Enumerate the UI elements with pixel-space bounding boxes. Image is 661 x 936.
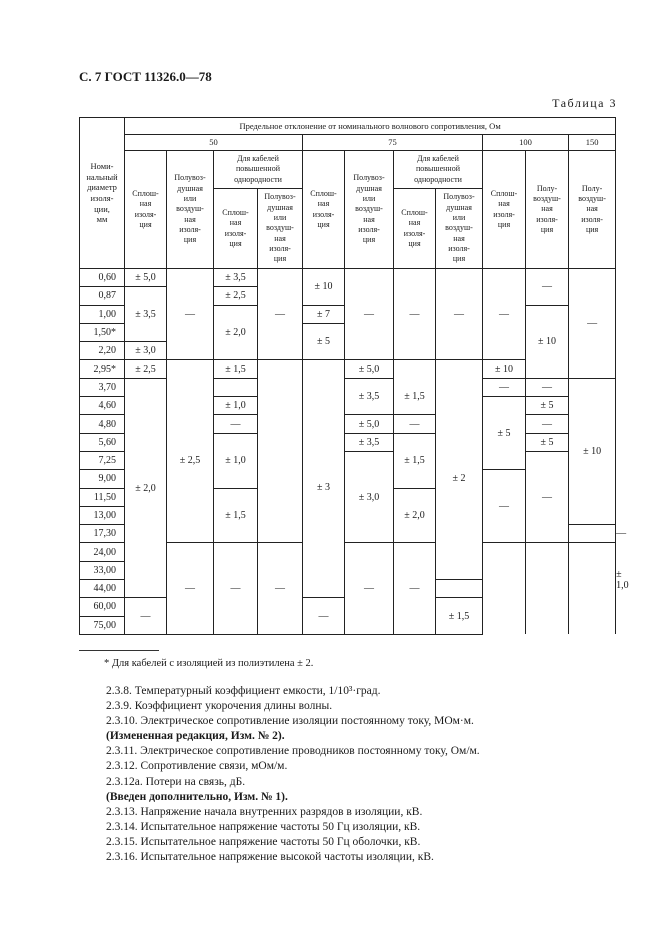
header-semiair-150: Полу- воздуш- ная изоля- ция xyxy=(569,151,616,269)
diameter-cell: 33,00 xyxy=(80,561,125,579)
value-cell xyxy=(569,543,616,634)
value-cell: — xyxy=(483,269,526,360)
group-50-header: 50 xyxy=(125,135,303,151)
value-cell: — xyxy=(214,543,258,634)
text-line: 2.3.16. Испытательное напряжение высокой частоты изоляции, кВ. xyxy=(106,851,434,864)
value-cell xyxy=(258,360,303,378)
header-solid-50: Сплош- ная изоля- ция xyxy=(125,151,167,269)
diameter-cell: 11,50 xyxy=(80,488,125,506)
header-semiair-75: Полувоз- душная или воздуш- ная изоля- ция xyxy=(345,151,394,269)
value-cell xyxy=(214,378,258,396)
text-line: 2.3.13. Напряжение начала внутренних разрядов в изоляции, кВ. xyxy=(106,805,423,818)
value-cell xyxy=(258,378,303,543)
text-line: 2.3.12а. Потери на связь, дБ. xyxy=(106,775,246,788)
header-semiair-50: Полувоз- душная или воздуш- ная изоля- ция xyxy=(167,151,214,269)
header-hh-solid-75: Сплош- ная изоля- ция xyxy=(394,189,436,269)
diameter-cell: 2,95* xyxy=(80,360,125,378)
text-line: 2.3.9. Коэффициент укорочения длины волны. xyxy=(106,700,333,713)
value-cell: ± 1,5 xyxy=(214,488,258,543)
diameter-cell: 17,30 xyxy=(80,525,125,543)
super-header: Предельное отклонение от номинального волнового сопротивления, Ом xyxy=(125,118,616,135)
value-cell: ± 1,5 xyxy=(214,360,258,378)
value-cell: ± 3,5 xyxy=(125,287,167,342)
page-header: С. 7 ГОСТ 11326.0—78 xyxy=(79,69,212,84)
value-cell: ± 1,5 xyxy=(436,598,483,635)
value-cell xyxy=(483,543,526,634)
group-150-header: 150 xyxy=(569,135,616,151)
value-cell: ± 2,0 xyxy=(214,305,258,360)
table-caption: Таблица 3 xyxy=(552,96,617,110)
diameter-cell: 4,60 xyxy=(80,397,125,415)
group-100-header: 100 xyxy=(483,135,569,151)
value-cell: — xyxy=(526,451,569,542)
value-cell: ± 7 xyxy=(303,305,345,323)
value-cell: ± 2,0 xyxy=(125,378,167,598)
value-cell: ± 10 xyxy=(526,305,569,378)
value-cell: — xyxy=(526,269,569,306)
diameter-cell: 24,00 xyxy=(80,543,125,561)
header-semiair-100: Полу- воздуш- ная изоля- ция xyxy=(526,151,569,269)
value-cell: ± 10 xyxy=(483,360,526,378)
value-cell: — xyxy=(394,269,436,360)
value-cell: — xyxy=(258,269,303,360)
value-cell: — xyxy=(436,269,483,360)
value-cell: ± 1,0 xyxy=(214,397,258,415)
diameter-cell: 1,00 xyxy=(80,305,125,323)
header-hh-solid-50: Сплош- ная изоля- ция xyxy=(214,189,258,269)
value-cell xyxy=(394,360,436,378)
diameter-cell: 60,00 xyxy=(80,598,125,616)
group-75-header: 75 xyxy=(303,135,483,151)
header-hh-semiair-75: Полувоз- душная или воздуш- ная изоля- ция xyxy=(436,189,483,269)
value-cell: ± 5,0 xyxy=(345,360,394,378)
value-cell: ± 1,5 xyxy=(394,378,436,415)
text-line: 2.3.15. Испытательное напряжение частоты 50 Гц оболочки, кВ. xyxy=(106,835,421,848)
value-cell: ± 2 xyxy=(436,378,483,579)
value-cell xyxy=(526,543,569,634)
value-cell: — xyxy=(345,543,394,634)
value-cell: ± 5 xyxy=(526,397,569,415)
value-cell: ± 5 xyxy=(526,433,569,451)
value-cell: — xyxy=(569,269,616,379)
diameter-header: Номи- нальный диаметр изоля- ции, мм xyxy=(80,118,125,269)
value-cell: — xyxy=(394,543,436,634)
value-cell: ± 3 xyxy=(303,378,345,598)
diameter-cell: 1,50* xyxy=(80,323,125,341)
text-line: 2.3.10. Электрическое сопротивление изоляции постоянному току, МОм·м. xyxy=(106,715,474,728)
footnote-rule xyxy=(79,650,159,651)
deviation-table: Номи- нальный диаметр изоля- ции, мм Предельное отклонение от номинального волнового сопротивления, Ом 50 75 100 150 Сплош- ная изоля- ция Полувоз- душная или воздуш- ная изоля- ция Для кабелей повышенной однородности Сплош- ная изоля- ция Полувоз- душная или воздуш- ная изоля- ция Для кабелей повышенной однородности Сплош- ная изоля- ция Полу- воздуш- ная изоля- ция Полу- воздуш- ная изоля- ция Сплош- ная изоля- ция Полувоз- душная или воздуш- ная изоля- ция Сплош- ная изоля- ция Полувоз- душная или воздуш- ная изоля- ция 0,60 ± 5,0 — ± 3,5 — ± 10 — — — — — — 0,87 ± 3,5 ± 2,5 1,00 ± 2,0 ± 7 ± 10 1,50* ± 5 2,20 ± 3,0 2,95* ± 2,5 ± 1,5 ± 5,0 ± 10 3,70 ± 2,0 ± 2,5 ± 3 ± 3,5 ± 1,5 ± 2 — — ± 10 4,60 ± 1,0 ± 5 ± 5 4,80 — ± 5,0 — — 5,60 ± 1,0 ± 3,5 ± 1,5 ± 5 7,25 ± 3,0 — 9,00 — 11,50 ± 1,5 ± 2,0 13,00 — 17,30 24,00 — — — — — 33,00 ± 1,0 44,00 60,00 — — ± 1,5 75,00 xyxy=(79,117,616,635)
value-cell xyxy=(303,360,345,378)
diameter-cell: 2,20 xyxy=(80,342,125,360)
value-cell: — xyxy=(526,415,569,433)
header-solid-100: Сплош- ная изоля- ция xyxy=(483,151,526,269)
value-cell: — xyxy=(167,269,214,360)
value-cell: ± 10 xyxy=(303,269,345,306)
value-cell: ± 5,0 xyxy=(345,415,394,433)
text-line: 2.3.8. Температурный коэффициент емкости, 1/10³·град. xyxy=(106,685,381,697)
value-cell: — xyxy=(394,415,436,433)
value-cell: — xyxy=(303,598,345,635)
value-cell: — xyxy=(167,543,214,634)
value-cell: ± 2,5 xyxy=(214,287,258,305)
value-cell: ± 1,0 xyxy=(214,433,258,488)
diameter-cell: 0,60 xyxy=(80,269,125,287)
value-cell: ± 5 xyxy=(483,397,526,470)
value-cell: ± 10 xyxy=(569,378,616,524)
header-solid-75: Сплош- ная изоля- ция xyxy=(303,151,345,269)
value-cell: ± 2,5 xyxy=(125,360,167,378)
value-cell: — xyxy=(526,378,569,396)
value-cell: ± 3,5 xyxy=(214,269,258,287)
value-cell: ± 5 xyxy=(303,323,345,360)
value-cell xyxy=(436,360,483,378)
text-line: (Введен дополнительно, Изм. № 1). xyxy=(106,790,288,803)
value-cell: — xyxy=(483,470,526,543)
diameter-cell: 0,87 xyxy=(80,287,125,305)
value-cell: — xyxy=(345,269,394,360)
header-high-homog-75: Для кабелей повышенной однородности xyxy=(394,151,483,189)
header-high-homog-50: Для кабелей повышенной однородности xyxy=(214,151,303,189)
diameter-cell: 13,00 xyxy=(80,506,125,524)
diameter-cell: 5,60 xyxy=(80,433,125,451)
diameter-cell: 9,00 xyxy=(80,470,125,488)
value-cell: — xyxy=(483,378,526,396)
value-cell: ± 3,0 xyxy=(125,342,167,360)
value-cell xyxy=(167,360,214,378)
section-text xyxy=(106,684,480,865)
value-cell: — xyxy=(214,415,258,433)
value-cell: ± 5,0 xyxy=(125,269,167,287)
value-cell: — xyxy=(258,543,303,634)
value-cell: ± 2,5 xyxy=(167,378,214,543)
footnote: * Для кабелей с изоляцией из полиэтилена ± 2. xyxy=(104,658,314,669)
diameter-cell: 4,80 xyxy=(80,415,125,433)
header-hh-semiair-50: Полувоз- душная или воздуш- ная изоля- ция xyxy=(258,189,303,269)
value-cell: — xyxy=(125,598,167,635)
text-line: 2.3.11. Электрическое сопротивление проводников постоянному току, Ом/м. xyxy=(106,745,480,758)
diameter-cell: 3,70 xyxy=(80,378,125,396)
text-line: (Измененная редакция, Изм. № 2). xyxy=(106,730,285,743)
diameter-cell: 7,25 xyxy=(80,451,125,469)
diameter-cell: 75,00 xyxy=(80,616,125,634)
value-cell: ± 1,5 xyxy=(394,433,436,488)
value-cell: ± 3,5 xyxy=(345,433,394,451)
value-cell: ± 3,5 xyxy=(345,378,394,415)
diameter-cell: 44,00 xyxy=(80,580,125,598)
value-cell: ± 2,0 xyxy=(394,488,436,543)
value-cell: ± 3,0 xyxy=(345,451,394,542)
text-line: 2.3.14. Испытательное напряжение частоты 50 Гц изоляции, кВ. xyxy=(106,820,421,833)
text-line: 2.3.12. Сопротивление связи, мОм/м. xyxy=(106,760,288,773)
